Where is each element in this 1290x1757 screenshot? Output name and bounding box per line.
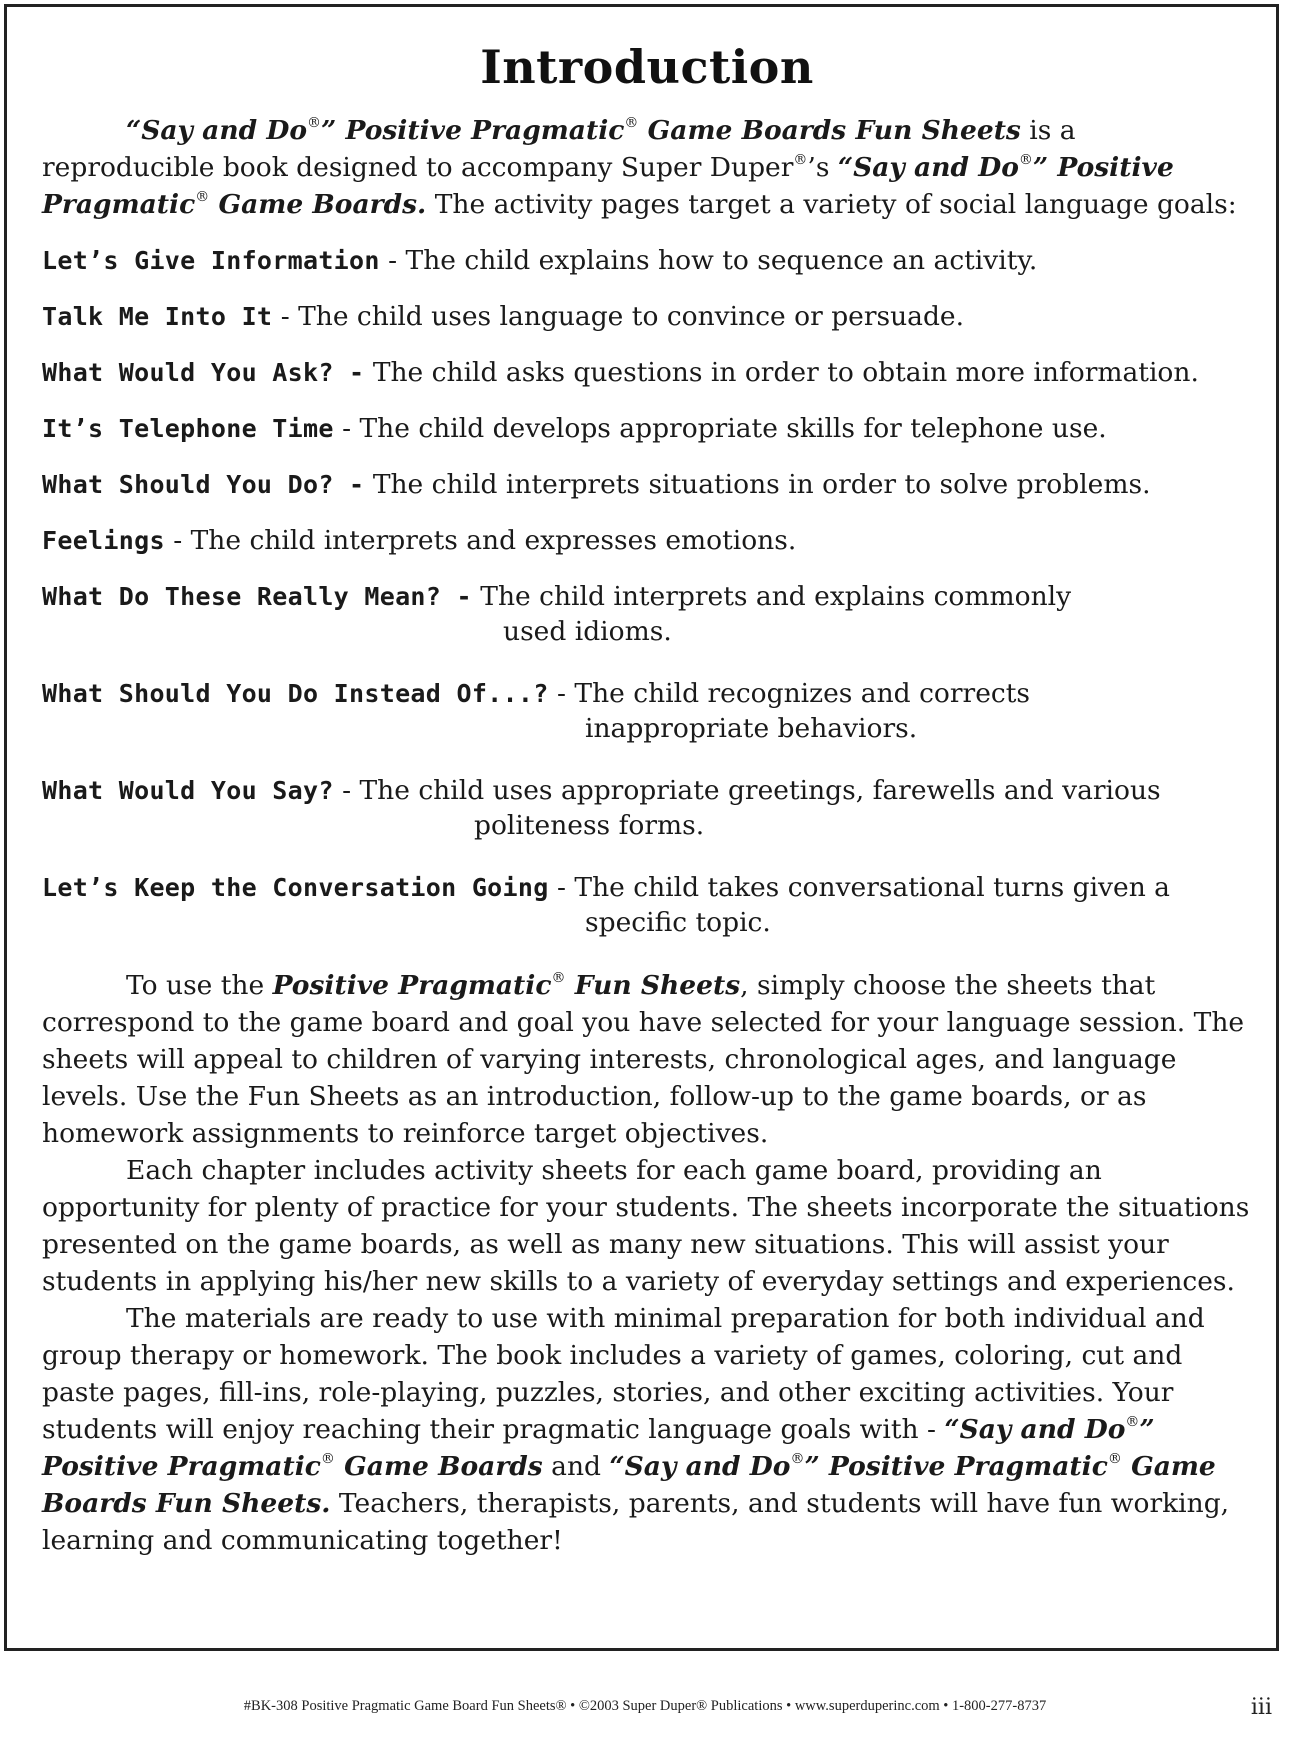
- page-footer: #BK-308 Positive Pragmatic Game Board Fun Sheets® • ©2003 Super Duper® Publications • www.superduperinc.com • 1-800-277-8737: [243, 1698, 1047, 1714]
- page-number: iii: [1250, 1695, 1272, 1720]
- goal-item: What Do These Really Mean? - The child interprets and explains commonly used idioms.: [42, 581, 1072, 647]
- goal-item: Let’s Give Information - The child explains how to sequence an activity.: [42, 245, 1038, 276]
- goal-item: What Should You Do? - The child interprets situations in order to solve problems.: [42, 469, 1151, 500]
- goal-item: Talk Me Into It - The child uses language to convince or persuade.: [42, 301, 965, 332]
- usage-paragraph: To use the Positive Pragmatic® Fun Sheets, simply choose the sheets that correspond to the game board and goal you have selected for your language session. The sheets will appeal to children of varying interests, chronological ages, and language levels. Use the Fun Sheets as an introduction, follow-up to the game boards, or as homework assignments to reinforce target objectives.: [42, 970, 1245, 1149]
- page-content: [42, 40, 1252, 1559]
- goal-item: It’s Telephone Time - The child develops appropriate skills for telephone use.: [42, 413, 1107, 444]
- goal-item: What Should You Do Instead Of...? - The child recognizes and corrects inappropriate behaviors.: [42, 678, 1030, 744]
- goal-item: What Would You Say? - The child uses appropriate greetings, farewells and various politeness forms.: [42, 775, 1161, 841]
- goal-list: [42, 243, 1252, 940]
- goal-item: Let’s Keep the Conversation Going - The child takes conversational turns given a specific topic.: [42, 872, 1170, 938]
- materials-paragraph: The materials are ready to use with minimal preparation for both individual and group therapy or homework. The book includes a variety of games, coloring, cut and paste pages, fill-ins, role-playing, puzzles, stories, and other exciting activities. Your students will enjoy reaching their pragmatic language goals with - “Say and Do®” Positive Pragmatic® Game Boards and “Say and Do®” Positive Pragmatic® Game Boards Fun Sheets. Teachers, therapists, parents, and students will have fun working, learning and communicating together!: [42, 1303, 1230, 1556]
- goal-item: Feelings - The child interprets and expresses emotions.: [42, 525, 797, 556]
- goal-item: What Would You Ask? - The child asks questions in order to obtain more information.: [42, 357, 1199, 388]
- intro-paragraph: “Say and Do®” Positive Pragmatic® Game Boards Fun Sheets is a reproducible book designed to accompany Super Duper®’s “Say and Do®” Positive Pragmatic® Game Boards. The activity pages target a variety of social language goals:: [42, 115, 1237, 220]
- page-title: Introduction: [480, 40, 814, 94]
- chapters-paragraph: Each chapter includes activity sheets for each game board, providing an opportunity for plenty of practice for your students. The sheets incorporate the situations presented on the game boards, as well as many new situations. This will assist your students in applying his/her new skills to a variety of everyday settings and experiences.: [42, 1155, 1250, 1297]
